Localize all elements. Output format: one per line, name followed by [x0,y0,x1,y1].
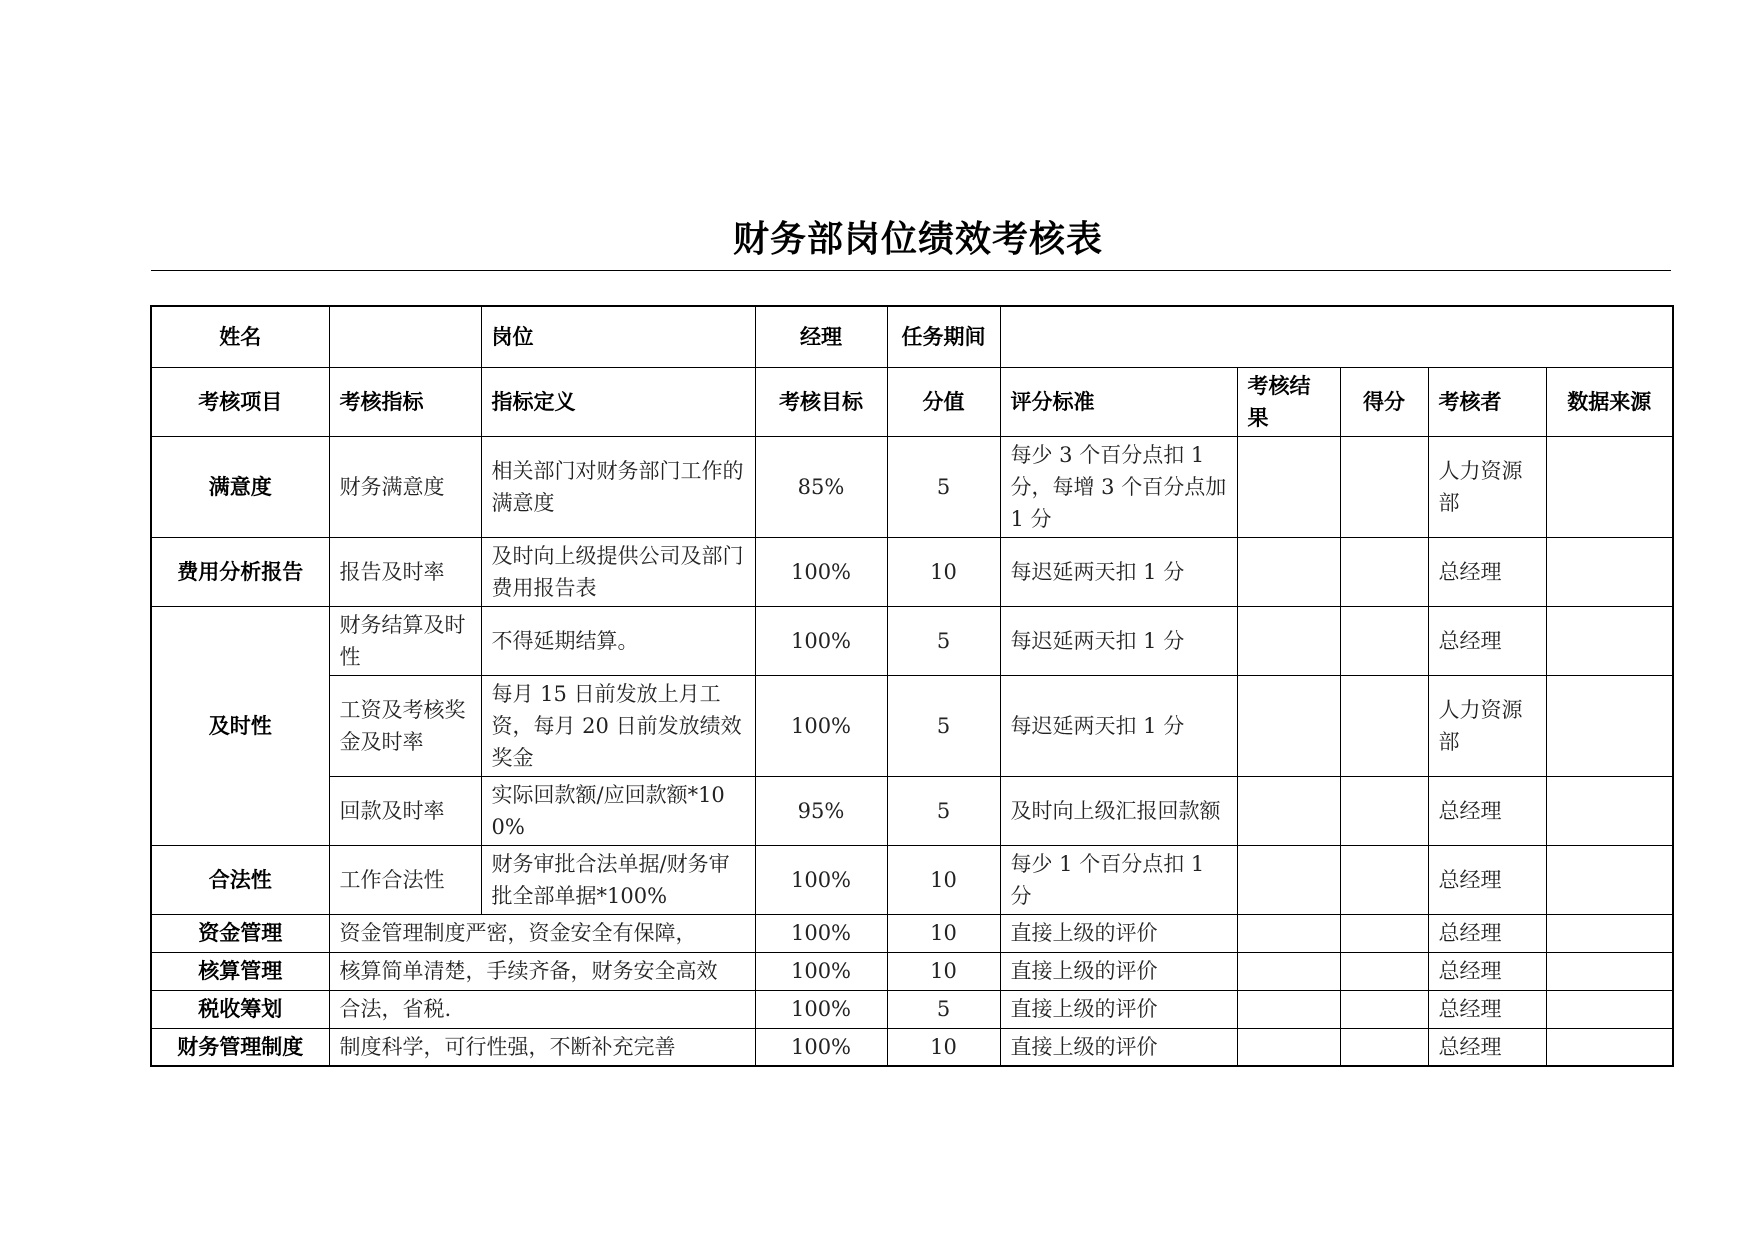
indicator-cell: 财务满意度 [329,436,481,537]
standard-cell: 每少 3 个百分点扣 1 分，每增 3 个百分点加 1 分 [1000,436,1237,537]
score-cell: 5 [887,990,1000,1028]
score-cell: 10 [887,1028,1000,1066]
position-label: 岗位 [481,306,755,367]
assessor-cell: 总经理 [1428,845,1546,914]
source-cell[interactable] [1546,952,1673,990]
points-cell[interactable] [1340,914,1428,952]
points-cell[interactable] [1340,1028,1428,1066]
standard-cell: 每迟延两天扣 1 分 [1000,675,1237,776]
category-cell: 满意度 [151,436,329,537]
standard-cell: 每迟延两天扣 1 分 [1000,537,1237,606]
target-cell: 95% [755,776,887,845]
assessor-cell: 总经理 [1428,952,1546,990]
points-cell[interactable] [1340,990,1428,1028]
table-row [151,914,1673,952]
assessment-table [150,305,1674,1067]
category-cell: 财务管理制度 [151,1028,329,1066]
column-header: 得分 [1340,367,1428,436]
assessor-cell: 总经理 [1428,606,1546,675]
definition-cell: 实际回款额/应回款额*100% [481,776,755,845]
target-cell: 85% [755,436,887,537]
table-row [151,990,1673,1028]
column-header: 考核目标 [755,367,887,436]
points-cell[interactable] [1340,776,1428,845]
standard-cell: 及时向上级汇报回款额 [1000,776,1237,845]
target-cell: 100% [755,537,887,606]
source-cell[interactable] [1546,990,1673,1028]
assessor-cell: 总经理 [1428,776,1546,845]
score-cell: 10 [887,914,1000,952]
title-divider [151,270,1671,271]
source-cell[interactable] [1546,914,1673,952]
target-cell: 100% [755,606,887,675]
assessor-cell: 总经理 [1428,990,1546,1028]
target-cell: 100% [755,990,887,1028]
position-value[interactable]: 经理 [755,306,887,367]
definition-cell: 财务审批合法单据/财务审批全部单据*100% [481,845,755,914]
standard-cell: 直接上级的评价 [1000,952,1237,990]
target-cell: 100% [755,914,887,952]
column-header: 考核结果 [1237,367,1340,436]
column-header: 评分标准 [1000,367,1237,436]
score-cell: 10 [887,845,1000,914]
assessor-cell: 总经理 [1428,537,1546,606]
table-row [151,776,1673,845]
indicator-cell: 回款及时率 [329,776,481,845]
result-cell[interactable] [1237,914,1340,952]
result-cell[interactable] [1237,606,1340,675]
target-cell: 100% [755,675,887,776]
column-header-row [151,367,1673,436]
points-cell[interactable] [1340,436,1428,537]
period-value-cell[interactable] [1000,306,1673,367]
description-cell: 资金管理制度严密，资金安全有保障， [329,914,755,952]
table-row [151,845,1673,914]
target-cell: 100% [755,1028,887,1066]
indicator-cell: 工作合法性 [329,845,481,914]
result-cell[interactable] [1237,436,1340,537]
definition-cell: 相关部门对财务部门工作的满意度 [481,436,755,537]
category-cell: 税收筹划 [151,990,329,1028]
source-cell[interactable] [1546,436,1673,537]
result-cell[interactable] [1237,952,1340,990]
result-cell[interactable] [1237,776,1340,845]
indicator-cell: 报告及时率 [329,537,481,606]
points-cell[interactable] [1340,606,1428,675]
table-row [151,606,1673,675]
result-cell[interactable] [1237,675,1340,776]
indicator-cell: 财务结算及时性 [329,606,481,675]
standard-cell: 直接上级的评价 [1000,914,1237,952]
source-cell[interactable] [1546,606,1673,675]
column-header: 考核指标 [329,367,481,436]
assessor-cell: 总经理 [1428,914,1546,952]
name-label: 姓名 [151,306,329,367]
category-cell: 及时性 [151,606,329,845]
points-cell[interactable] [1340,952,1428,990]
result-cell[interactable] [1237,537,1340,606]
page-title: 财务部岗位绩效考核表 [732,219,1103,260]
column-header: 分值 [887,367,1000,436]
points-cell[interactable] [1340,537,1428,606]
points-cell[interactable] [1340,675,1428,776]
definition-cell: 及时向上级提供公司及部门费用报告表 [481,537,755,606]
source-cell[interactable] [1546,776,1673,845]
column-header: 考核项目 [151,367,329,436]
score-cell: 5 [887,776,1000,845]
category-cell: 合法性 [151,845,329,914]
result-cell[interactable] [1237,990,1340,1028]
result-cell[interactable] [1237,845,1340,914]
standard-cell: 直接上级的评价 [1000,1028,1237,1066]
category-cell: 核算管理 [151,952,329,990]
description-cell: 制度科学，可行性强，不断补充完善 [329,1028,755,1066]
table-row [151,952,1673,990]
definition-cell: 不得延期结算。 [481,606,755,675]
name-value-cell[interactable] [329,306,481,367]
standard-cell: 每少 1 个百分点扣 1 分 [1000,845,1237,914]
info-row [151,306,1673,367]
source-cell[interactable] [1546,1028,1673,1066]
column-header: 指标定义 [481,367,755,436]
table-row [151,537,1673,606]
score-cell: 10 [887,952,1000,990]
table-row [151,436,1673,537]
definition-cell: 每月 15 日前发放上月工资，每月 20 日前发放绩效奖金 [481,675,755,776]
source-cell[interactable] [1546,845,1673,914]
standard-cell: 直接上级的评价 [1000,990,1237,1028]
assessor-cell: 总经理 [1428,1028,1546,1066]
description-cell: 合法，省税. [329,990,755,1028]
indicator-cell: 工资及考核奖金及时率 [329,675,481,776]
assessor-cell: 人力资源部 [1428,436,1546,537]
category-cell: 费用分析报告 [151,537,329,606]
column-header: 考核者 [1428,367,1546,436]
table-row [151,675,1673,776]
column-header: 数据来源 [1546,367,1673,436]
assessor-cell: 人力资源部 [1428,675,1546,776]
category-cell: 资金管理 [151,914,329,952]
source-cell[interactable] [1546,675,1673,776]
points-cell[interactable] [1340,845,1428,914]
description-cell: 核算简单清楚，手续齐备，财务安全高效 [329,952,755,990]
score-cell: 5 [887,436,1000,537]
period-label: 任务期间 [887,306,1000,367]
score-cell: 5 [887,606,1000,675]
result-cell[interactable] [1237,1028,1340,1066]
target-cell: 100% [755,845,887,914]
score-cell: 10 [887,537,1000,606]
table-row [151,1028,1673,1066]
source-cell[interactable] [1546,537,1673,606]
score-cell: 5 [887,675,1000,776]
target-cell: 100% [755,952,887,990]
standard-cell: 每迟延两天扣 1 分 [1000,606,1237,675]
